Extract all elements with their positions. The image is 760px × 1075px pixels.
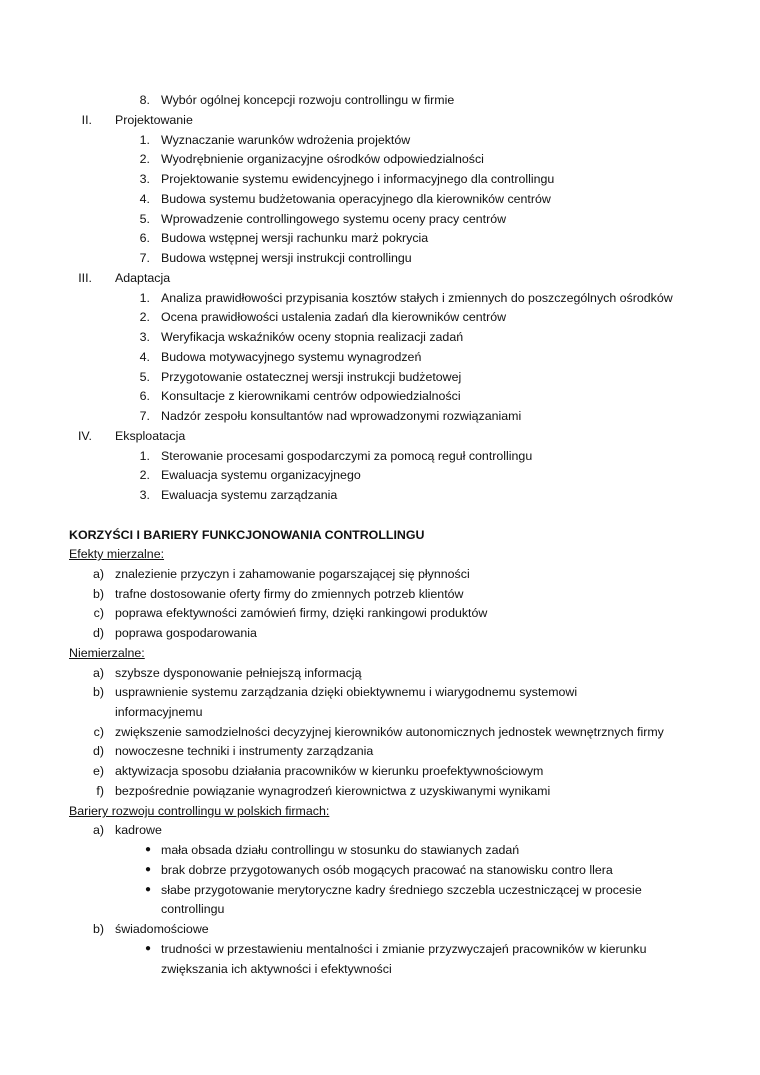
- item-mark: d): [92, 626, 104, 640]
- item-mark: b): [92, 685, 104, 699]
- roman-numeral: III.: [78, 271, 92, 285]
- section-title: Eksploatacja: [115, 429, 186, 443]
- item-text: zwiększenie samodzielności decyzyjnej kierowników autonomicznych jednostek wewnętrznych firmy: [115, 725, 664, 739]
- item-text: słabe przygotowanie merytoryczne kadry średniego szczebla uczestniczącej w procesie: [161, 883, 642, 897]
- item-text: Konsultacje z kierownikami centrów odpowiedzialności: [161, 389, 461, 403]
- bullet-icon: ●: [145, 884, 152, 895]
- item-mark: d): [92, 744, 104, 758]
- item-mark: e): [92, 764, 104, 778]
- item-number: 7.: [139, 409, 150, 423]
- item-number: 1.: [139, 291, 150, 305]
- subheading-measurable: Efekty mierzalne:: [69, 547, 165, 561]
- item-text: nowoczesne techniki i instrumenty zarządzania: [115, 744, 374, 758]
- item-number: 5.: [139, 370, 150, 384]
- item-text: informacyjnemu: [115, 705, 203, 719]
- item-number: 6.: [139, 231, 150, 245]
- item-mark: c): [93, 606, 104, 620]
- item-text: aktywizacja sposobu działania pracowników w kierunku proefektywnościowym: [115, 764, 544, 778]
- item-mark: b): [92, 922, 104, 936]
- item-text: Budowa wstępnej wersji instrukcji controllingu: [161, 251, 412, 265]
- item-text: brak dobrze przygotowanych osób mogących pracować na stanowisku contro llera: [161, 863, 613, 877]
- section-title: Adaptacja: [115, 271, 171, 285]
- item-text: Ocena prawidłowości ustalenia zadań dla kierowników centrów: [161, 310, 507, 324]
- item-text: Budowa systemu budżetowania operacyjnego dla kierowników centrów: [161, 192, 551, 206]
- roman-numeral: II.: [81, 113, 92, 127]
- item-number: 6.: [139, 389, 150, 403]
- section-title: Projektowanie: [115, 113, 193, 127]
- item-mark: a): [92, 823, 104, 837]
- item-text: znalezienie przyczyn i zahamowanie pogarszającej się płynności: [115, 567, 470, 581]
- item-number: 3.: [139, 330, 150, 344]
- item-text: Przygotowanie ostatecznej wersji instrukcji budżetowej: [161, 370, 462, 384]
- item-number: 2.: [139, 310, 150, 324]
- item-mark: b): [92, 587, 104, 601]
- item-text: Wybór ogólnej koncepcji rozwoju controllingu w firmie: [161, 93, 455, 107]
- item-mark: c): [93, 725, 104, 739]
- subheading-unmeasurable: Niemierzalne:: [69, 646, 145, 660]
- item-text: bezpośrednie powiązanie wynagrodzeń kierownictwa z uzyskiwanymi wynikami: [115, 784, 551, 798]
- item-number: 5.: [139, 212, 150, 226]
- item-text: poprawa gospodarowania: [115, 626, 257, 640]
- item-text: Projektowanie systemu ewidencyjnego i informacyjnego dla controllingu: [161, 172, 555, 186]
- item-number: 1.: [139, 133, 150, 147]
- item-number: 2.: [139, 468, 150, 482]
- item-text: Budowa motywacyjnego systemu wynagrodzeń: [161, 350, 422, 364]
- item-text: usprawnienie systemu zarządzania dzięki obiektywnemu i wiarygodnemu systemowi: [115, 685, 578, 699]
- item-text: Analiza prawidłowości przypisania kosztów stałych i zmiennych do poszczególnych ośrodków: [161, 291, 673, 305]
- item-text: trafne dostosowanie oferty firmy do zmiennych potrzeb klientów: [115, 587, 464, 601]
- bullet-icon: ●: [145, 864, 152, 875]
- item-text: szybsze dysponowanie pełniejszą informacją: [115, 666, 362, 680]
- item-number: 7.: [139, 251, 150, 265]
- item-text: trudności w przestawieniu mentalności i zmianie przyzwyczajeń pracowników w kierunku: [161, 942, 647, 956]
- section-main-heading: KORZYŚCI I BARIERY FUNKCJONOWANIA CONTROLLINGU: [69, 528, 425, 542]
- item-number: 2.: [139, 152, 150, 166]
- item-number: 1.: [139, 449, 150, 463]
- item-text: Ewaluacja systemu organizacyjnego: [161, 468, 361, 482]
- item-text: poprawa efektywności zamówień firmy, dzięki rankingowi produktów: [115, 606, 488, 620]
- item-number: 4.: [139, 192, 150, 206]
- group-label: świadomościowe: [115, 922, 209, 936]
- item-mark: f): [96, 784, 104, 798]
- item-text: controllingu: [161, 902, 225, 916]
- item-text: Nadzór zespołu konsultantów nad wprowadzonymi rozwiązaniami: [161, 409, 522, 423]
- item-text: Weryfikacja wskaźników oceny stopnia realizacji zadań: [161, 330, 464, 344]
- item-text: Wyznaczanie warunków wdrożenia projektów: [161, 133, 411, 147]
- bullet-icon: ●: [145, 844, 152, 855]
- item-number: 4.: [139, 350, 150, 364]
- item-text: Wyodrębnienie organizacyjne ośrodków odpowiedzialności: [161, 152, 484, 166]
- item-text: mała obsada działu controllingu w stosunku do stawianych zadań: [161, 843, 520, 857]
- item-text: Wprowadzenie controllingowego systemu oceny pracy centrów: [161, 212, 507, 226]
- subheading-barriers: Bariery rozwoju controllingu w polskich firmach:: [69, 804, 330, 818]
- item-mark: a): [92, 666, 104, 680]
- item-number: 3.: [139, 172, 150, 186]
- item-text: Budowa wstępnej wersji rachunku marż pokrycia: [161, 231, 429, 245]
- item-number: 3.: [139, 488, 150, 502]
- item-number: 8.: [139, 93, 150, 107]
- roman-numeral: IV.: [77, 429, 92, 443]
- item-mark: a): [92, 567, 104, 581]
- bullet-icon: ●: [145, 943, 152, 954]
- item-text: Sterowanie procesami gospodarczymi za pomocą reguł controllingu: [161, 449, 533, 463]
- group-label: kadrowe: [115, 823, 162, 837]
- item-text: Ewaluacja systemu zarządzania: [161, 488, 338, 502]
- item-text: zwiększania ich aktywności i efektywności: [161, 962, 392, 976]
